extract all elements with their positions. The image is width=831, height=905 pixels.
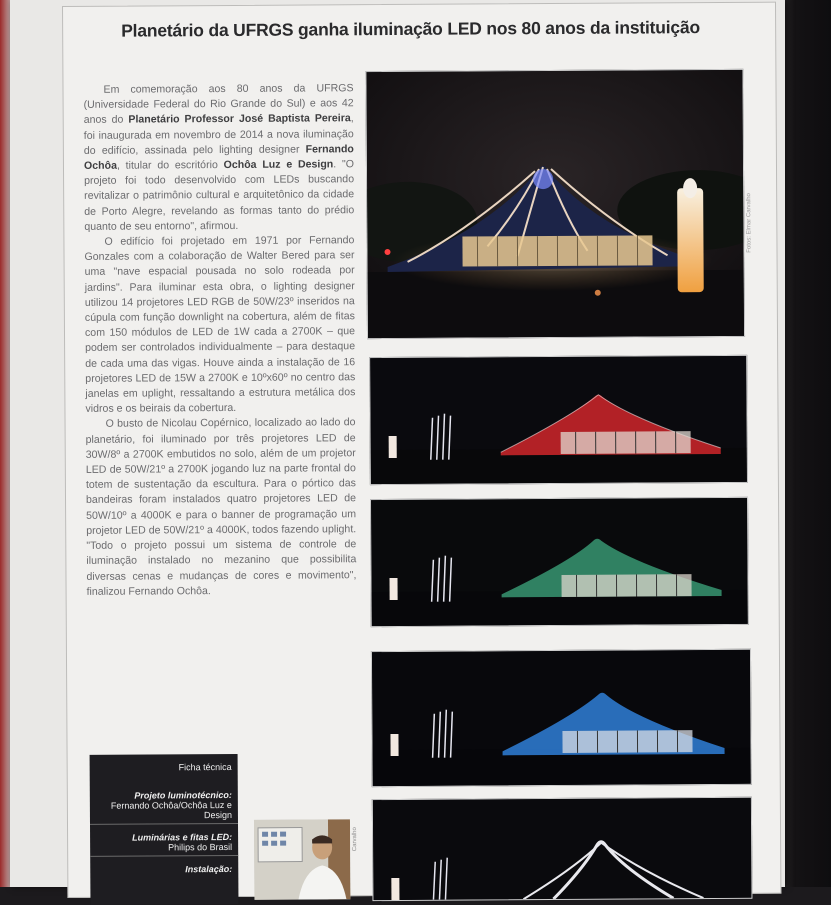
portrait-credit: Carvalho [352, 827, 358, 851]
installation-label: Instalação: [90, 864, 238, 875]
technical-sheet [90, 754, 239, 905]
article-headline: Planetário da UFRGS ganha iluminação LED nos 80 anos da instituição [121, 17, 721, 42]
article-body [83, 81, 356, 600]
technical-sheet-title: Ficha técnica [90, 754, 238, 783]
planetarium-name: Planetário Professor José Baptista Pereira [128, 113, 350, 126]
p1-text-c: , foi inaugurada em novembro de 2014 a nova iluminação do edifício, assinada pelo lighting designer [84, 113, 354, 157]
studio-name: Ochôa Luz e Design [224, 158, 334, 171]
photo-credit: Fotos: Elmar Carvalho [746, 193, 752, 253]
paragraph-1 [83, 81, 354, 235]
paragraph-2: O edifício foi projetado em 1971 por Fernando Gonzales com a colaboração de Walter Bered para ser uma "nave espacial pousada no solo rodeada por jardins". Para iluminar esta obra, o lighting designer utilizou 14 projetores LED RGB de 50W/23º inseridos na cúpula com função downlight na cobertura, além de fitas com 150 módulos de LED de 1W cada a 2700K – que podem ser controlados individualmente – para destaque de cada uma das vigas. Houve ainda a instalação de 16 projetores LED de 15W a 2700K e 10ºx60º no centro das janelas em uplight, ressaltando a estrutura metálica dos vidros e os beirais da cobertura. [84, 233, 355, 417]
photo-dome-green [370, 497, 749, 627]
p1-text-a: Em comemoração aos 80 anos da UFRGS (Universidade Federal do Rio Grande do Sul) e aos 42 anos do [84, 82, 354, 126]
lighting-project-label: Projeto luminotécnico: [90, 790, 238, 801]
designer-portrait [254, 819, 350, 900]
p1-text-g: . "O projeto foi todo desenvolvido com LEDs buscando revitalizar o patrimônio cultural e arquitetônico da cidade de Porto Alegre, revelando as formas tanto do prédio quanto de seu entorno", afirmou. [84, 158, 354, 232]
photo-dome-red [369, 355, 748, 485]
photo-planetarium-main [365, 69, 745, 339]
magazine-sheet [10, 0, 785, 887]
fixtures-value: Philips do Brasil [90, 842, 238, 857]
paragraph-3: O busto de Nicolau Copérnico, localizado ao lado do planetário, foi iluminado por três projetores LED de 30W/8º a 2700K embutidos no solo, além de um projetor LED de 50W/21º a 2700K jogando luz na parte frontal do totem de sustentação da escultura. Para o pórtico das bandeiras foram instalados quatro projetores LED de 50W/10º a 4000K e para o banner de programação um projetor LED de 50W/21º a 4000K, todos fazendo uplight. "Todo o projeto possui um sistema de controle de iluminação instalado no mezanino que possibilita diversas cenas e mudanças de cores e movimento", finalizou Fernando Ochôa. [86, 416, 357, 600]
p1-text-e: , titular do escritório [117, 159, 224, 172]
designer-name: Fernando Ochôa [84, 143, 354, 172]
photo-dome-blue [371, 649, 752, 787]
lighting-project-value: Fernando Ochôa/Ochôa Luz e Design [90, 800, 238, 825]
fixtures-label: Luminárias e fitas LED: [90, 832, 238, 843]
photo-dome-white [372, 797, 753, 901]
magazine-page [62, 2, 781, 898]
